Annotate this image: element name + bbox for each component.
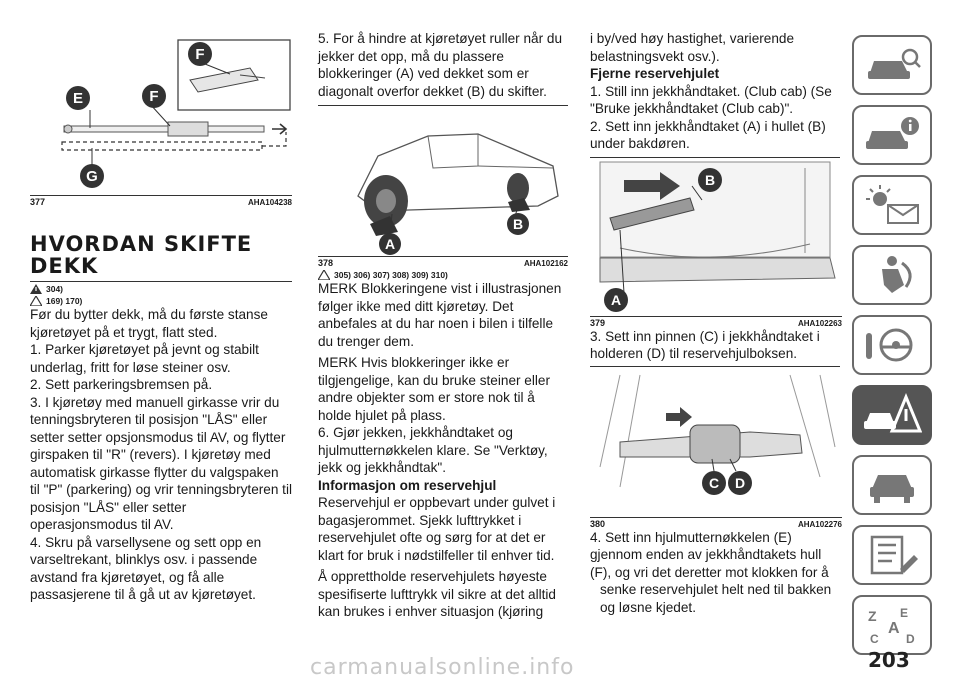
label-g: G: [86, 168, 98, 185]
figure-377: [30, 30, 292, 207]
tab-car-service[interactable]: [852, 455, 932, 515]
label-b: B: [512, 216, 524, 232]
step-4-continued: senke reservehjulet helt ned til bakken og løsne kjedet.: [600, 582, 832, 615]
step-4: 4. Sett inn hjulmutternøkkelen (E) gjennom enden av jekkhåndtakets hull (F), og vri det deretter mot klokken for å: [590, 529, 829, 580]
figure-caption: [590, 517, 842, 529]
figure-number: 377: [30, 197, 46, 207]
step-2: 2. Sett parkeringsbremsen på.: [30, 377, 213, 392]
figure-code: AHA102162: [523, 259, 568, 268]
figure-caption: [318, 256, 568, 268]
figure-code: AHA102276: [797, 519, 842, 529]
figure-caption: [30, 195, 292, 207]
step-5: 5. For å hindre at kjøretøyet ruller når du jekker det opp, må du plassere blokkeringer (A) ved dekket som er diagonalt overfor dekket (B) du skifter.: [318, 31, 563, 99]
column-1: [30, 30, 292, 604]
chapter-tabs: [852, 35, 930, 665]
spare-info-1: Reservehjul er oppbevart under gulvet i bagasjerommet. Sjekk lufttrykket i reservehjulet ofte og sørg for at det er klart for bruk i nødstilfeller til enhver tid.: [318, 495, 556, 563]
step-6: 6. Gjør jekken, jekkhåndtaket og hjulmutternøkkelen klare. Se "Verktøy, jekk og jekkhåndtak".: [318, 425, 548, 475]
step-2: 2. Sett inn jekkhåndtaket (A) i hullet (B) under bakdøren.: [590, 118, 826, 151]
figure-380: [590, 366, 842, 529]
caution-triangle-icon: [30, 296, 42, 306]
label-d: D: [734, 474, 746, 491]
warning-lights-mail-icon: [862, 183, 922, 227]
step-3: 3. I kjøretøy med manuell girkasse vrir du tenningsbryteren til posisjon "LÅS" eller setter setter opsjonsmodus til AV, og flytter girspaken til "R" (revers). I kjøretøy med automatisk girkasse flytter du valgspaken til "P" (parkering) og vrir tenningsbryteren til posisjon "LÅS" eller setter operasjonsmodus til AV.: [30, 394, 292, 532]
steering-key-icon: [862, 323, 922, 367]
spare-info-heading: Informasjon om reservehjul: [318, 477, 497, 493]
step-4: 4. Skru på varsellysene og sett opp en varseltrekant, blinklys osv. i passende avstand fra kjøretøyet, og få alle passasjerene til å gå ut av kjøretøyet.: [30, 534, 262, 602]
car-service-icon: [862, 463, 922, 507]
svg-text:E: E: [900, 606, 909, 620]
specs-checklist-icon: [862, 533, 922, 577]
car-search-icon: [862, 43, 922, 87]
figure-caption: [590, 316, 842, 328]
svg-text:Z: Z: [868, 608, 877, 624]
column-3: [590, 30, 842, 616]
figure-code: AHA104238: [247, 198, 292, 207]
figure-number: 380: [590, 518, 606, 529]
step-3: 3. Sett inn pinnen (C) i jekkhåndtaket i holderen (D) til reservehjulboksen.: [590, 328, 820, 361]
label-e: E: [72, 90, 84, 107]
page-number: 203: [868, 648, 910, 672]
note-2: MERK Hvis blokkeringer ikke er tilgjengelige, kan du bruke steiner eller andre objekter som er store nok til å holde hjulet på plass.: [318, 355, 550, 423]
label-b: B: [704, 171, 716, 188]
warning-triangle-icon: [30, 284, 42, 294]
tab-specs[interactable]: [852, 525, 932, 585]
caution-triangle-icon: [318, 270, 330, 280]
wheel-chock-illustration: [318, 105, 568, 256]
label-a: A: [610, 291, 622, 308]
note-1: MERK Blokkeringene vist i illustrasjonen følger ikke med ditt kjøretøy. Det anbefales at du har noen i bilen i tilfelle du trenger dem.: [318, 281, 562, 349]
jack-handle-insert-illustration: [590, 157, 840, 316]
tab-steering-key[interactable]: [852, 315, 932, 375]
alphabet-index-icon: [862, 603, 922, 647]
figure-379: [590, 157, 842, 328]
step-1: 1. Still inn jekkhåndtaket. (Club cab) (Se "Bruke jekkhåndtaket (Club cab)".: [590, 83, 832, 116]
airbag-seat-icon: [862, 253, 922, 297]
intro-text: Før du bytter dekk, må du første stanse kjøretøyet på et trygt, flatt sted.: [30, 307, 268, 340]
tab-warning-lights[interactable]: [852, 175, 932, 235]
label-a: A: [384, 236, 396, 252]
caution-ref: 305) 306) 307) 308) 309) 310): [318, 270, 568, 280]
tab-index[interactable]: [852, 595, 932, 655]
figure-code: AHA102263: [797, 318, 842, 328]
figure-number: 379: [590, 317, 606, 328]
warning-ref: 304): [30, 284, 292, 294]
figure-378: [318, 105, 568, 268]
jack-handle-illustration: [30, 30, 292, 195]
continued-text: i by/ved høy hastighet, varierende belastningsvekt osv.).: [590, 31, 795, 64]
section-title: HVORDAN SKIFTE DEKK: [30, 233, 292, 282]
car-info-icon: [862, 113, 922, 157]
svg-text:C: C: [870, 632, 879, 646]
tab-car-search[interactable]: [852, 35, 932, 95]
label-c: C: [708, 474, 720, 491]
figure-number: 378: [318, 258, 334, 268]
spare-info-2: Å opprettholde reservehjulets høyeste spesifiserte lufttrykk vil sikre at det alltid kan brukes i enhver situasjon (kjøring: [318, 569, 556, 619]
label-f-2: F: [149, 88, 159, 105]
breakdown-triangle-icon: [862, 393, 922, 437]
watermark: carmanualsonline.info: [310, 655, 575, 680]
remove-spare-heading: Fjerne reservehjulet: [590, 66, 720, 81]
column-2: [318, 30, 568, 621]
tab-airbag-seat[interactable]: [852, 245, 932, 305]
svg-text:A: A: [888, 620, 900, 637]
step-1: 1. Parker kjøretøyet på jevnt og stabilt underlag, fritt for løse steiner osv.: [30, 342, 259, 375]
tab-car-info[interactable]: [852, 105, 932, 165]
label-f-1: F: [195, 46, 205, 63]
svg-text:D: D: [906, 632, 915, 646]
caution-ref: 169) 170): [30, 296, 292, 306]
pin-holder-illustration: [590, 366, 840, 517]
tab-breakdown[interactable]: [852, 385, 932, 445]
